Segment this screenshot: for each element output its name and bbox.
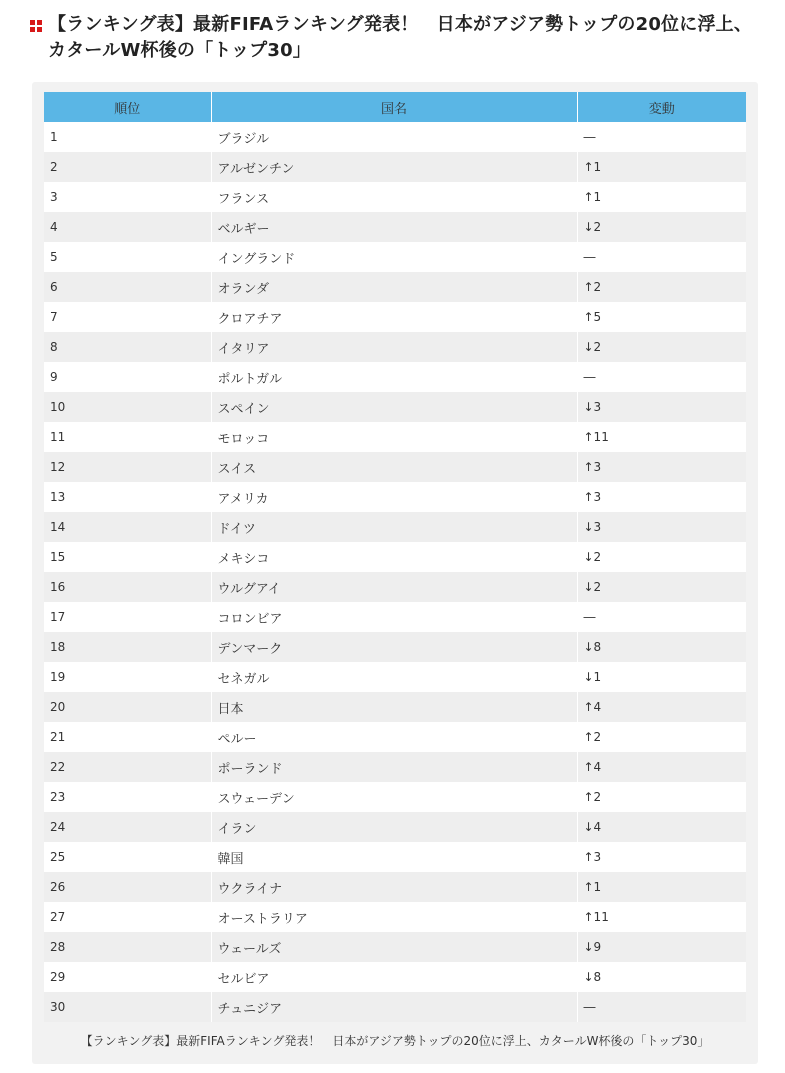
country-cell: ポーランド (211, 752, 577, 782)
rank-cell: 17 (44, 602, 211, 632)
change-cell: ↓2 (577, 212, 746, 242)
ranking-table-body (44, 122, 746, 1022)
change-cell: ↑11 (577, 902, 746, 932)
change-cell: ↓9 (577, 932, 746, 962)
header-country: 国名 (211, 92, 577, 122)
country-cell: ウェールズ (211, 932, 577, 962)
rank-cell: 1 (44, 122, 211, 152)
country-cell: ベルギー (211, 212, 577, 242)
table-row (44, 692, 746, 722)
table-row (44, 722, 746, 752)
rank-cell: 21 (44, 722, 211, 752)
table-row (44, 662, 746, 692)
table-row (44, 872, 746, 902)
country-cell: コロンビア (211, 602, 577, 632)
table-row (44, 572, 746, 602)
country-cell: スウェーデン (211, 782, 577, 812)
red-squares-icon (30, 20, 42, 32)
change-cell: ↑2 (577, 272, 746, 302)
country-cell: スイス (211, 452, 577, 482)
table-row (44, 542, 746, 572)
change-cell: ↓4 (577, 812, 746, 842)
table-row (44, 212, 746, 242)
change-cell: ↑5 (577, 302, 746, 332)
rank-cell: 11 (44, 422, 211, 452)
change-cell: ― (577, 992, 746, 1022)
table-row (44, 242, 746, 272)
country-cell: 韓国 (211, 842, 577, 872)
country-cell: アメリカ (211, 482, 577, 512)
table-row (44, 482, 746, 512)
country-cell: イングランド (211, 242, 577, 272)
country-cell: メキシコ (211, 542, 577, 572)
table-row (44, 122, 746, 152)
table-row (44, 752, 746, 782)
rank-cell: 22 (44, 752, 211, 782)
change-cell: ― (577, 602, 746, 632)
rank-cell: 30 (44, 992, 211, 1022)
change-cell: ↑4 (577, 692, 746, 722)
header-rank: 順位 (44, 92, 211, 122)
header-change: 変動 (577, 92, 746, 122)
rank-cell: 7 (44, 302, 211, 332)
table-row (44, 362, 746, 392)
table-row (44, 272, 746, 302)
table-row (44, 392, 746, 422)
change-cell: ↑11 (577, 422, 746, 452)
rank-cell: 23 (44, 782, 211, 812)
rank-cell: 13 (44, 482, 211, 512)
rank-cell: 6 (44, 272, 211, 302)
change-cell: ↓2 (577, 332, 746, 362)
rank-cell: 28 (44, 932, 211, 962)
table-row (44, 182, 746, 212)
table-header-row (44, 92, 746, 122)
country-cell: ペルー (211, 722, 577, 752)
rank-cell: 25 (44, 842, 211, 872)
country-cell: オランダ (211, 272, 577, 302)
country-cell: イラン (211, 812, 577, 842)
country-cell: イタリア (211, 332, 577, 362)
change-cell: ↑2 (577, 782, 746, 812)
table-row (44, 512, 746, 542)
country-cell: ブラジル (211, 122, 577, 152)
country-cell: ウクライナ (211, 872, 577, 902)
rank-cell: 20 (44, 692, 211, 722)
change-cell: ― (577, 362, 746, 392)
rank-cell: 10 (44, 392, 211, 422)
table-row (44, 932, 746, 962)
rank-cell: 15 (44, 542, 211, 572)
rank-cell: 8 (44, 332, 211, 362)
change-cell: ↑2 (577, 722, 746, 752)
country-cell: ドイツ (211, 512, 577, 542)
rank-cell: 14 (44, 512, 211, 542)
country-cell: オーストラリア (211, 902, 577, 932)
rank-cell: 9 (44, 362, 211, 392)
table-row (44, 782, 746, 812)
table-row (44, 992, 746, 1022)
country-cell: フランス (211, 182, 577, 212)
change-cell: ↑3 (577, 452, 746, 482)
change-cell: ↑4 (577, 752, 746, 782)
rank-cell: 26 (44, 872, 211, 902)
country-cell: チュニジア (211, 992, 577, 1022)
table-row (44, 842, 746, 872)
country-cell: セルビア (211, 962, 577, 992)
table-row (44, 902, 746, 932)
rank-cell: 24 (44, 812, 211, 842)
rank-cell: 16 (44, 572, 211, 602)
table-row (44, 332, 746, 362)
headline-title: 【ランキング表】最新FIFAランキング発表！ 日本がアジア勢トップの20位に浮上、カタールW杯後の「トップ30」 (48, 14, 753, 61)
change-cell: ↓1 (577, 662, 746, 692)
rank-cell: 18 (44, 632, 211, 662)
table-row (44, 632, 746, 662)
rank-cell: 3 (44, 182, 211, 212)
change-cell: ↑1 (577, 152, 746, 182)
ranking-table (44, 92, 746, 1022)
table-row (44, 152, 746, 182)
change-cell: ↓2 (577, 542, 746, 572)
country-cell: セネガル (211, 662, 577, 692)
rank-cell: 4 (44, 212, 211, 242)
figure-caption: 【ランキング表】最新FIFAランキング発表！ 日本がアジア勢トップの20位に浮上、カタールW杯後の「トップ30」 (80, 1034, 710, 1048)
change-cell: ↓8 (577, 962, 746, 992)
rank-cell: 5 (44, 242, 211, 272)
change-cell: ↓3 (577, 392, 746, 422)
ranking-figure (32, 82, 758, 1064)
change-cell: ↑3 (577, 842, 746, 872)
change-cell: ↓3 (577, 512, 746, 542)
country-cell: クロアチア (211, 302, 577, 332)
country-cell: ポルトガル (211, 362, 577, 392)
rank-cell: 19 (44, 662, 211, 692)
rank-cell: 12 (44, 452, 211, 482)
table-row (44, 602, 746, 632)
country-cell: 日本 (211, 692, 577, 722)
article-headline (30, 12, 770, 64)
change-cell: ↑3 (577, 482, 746, 512)
change-cell: ↑1 (577, 182, 746, 212)
country-cell: デンマーク (211, 632, 577, 662)
change-cell: ↓8 (577, 632, 746, 662)
change-cell: ― (577, 122, 746, 152)
change-cell: ↑1 (577, 872, 746, 902)
country-cell: ウルグアイ (211, 572, 577, 602)
rank-cell: 2 (44, 152, 211, 182)
rank-cell: 27 (44, 902, 211, 932)
table-row (44, 452, 746, 482)
table-row (44, 302, 746, 332)
change-cell: ↓2 (577, 572, 746, 602)
table-row (44, 422, 746, 452)
table-row (44, 962, 746, 992)
table-row (44, 812, 746, 842)
country-cell: スペイン (211, 392, 577, 422)
change-cell: ― (577, 242, 746, 272)
rank-cell: 29 (44, 962, 211, 992)
country-cell: モロッコ (211, 422, 577, 452)
country-cell: アルゼンチン (211, 152, 577, 182)
